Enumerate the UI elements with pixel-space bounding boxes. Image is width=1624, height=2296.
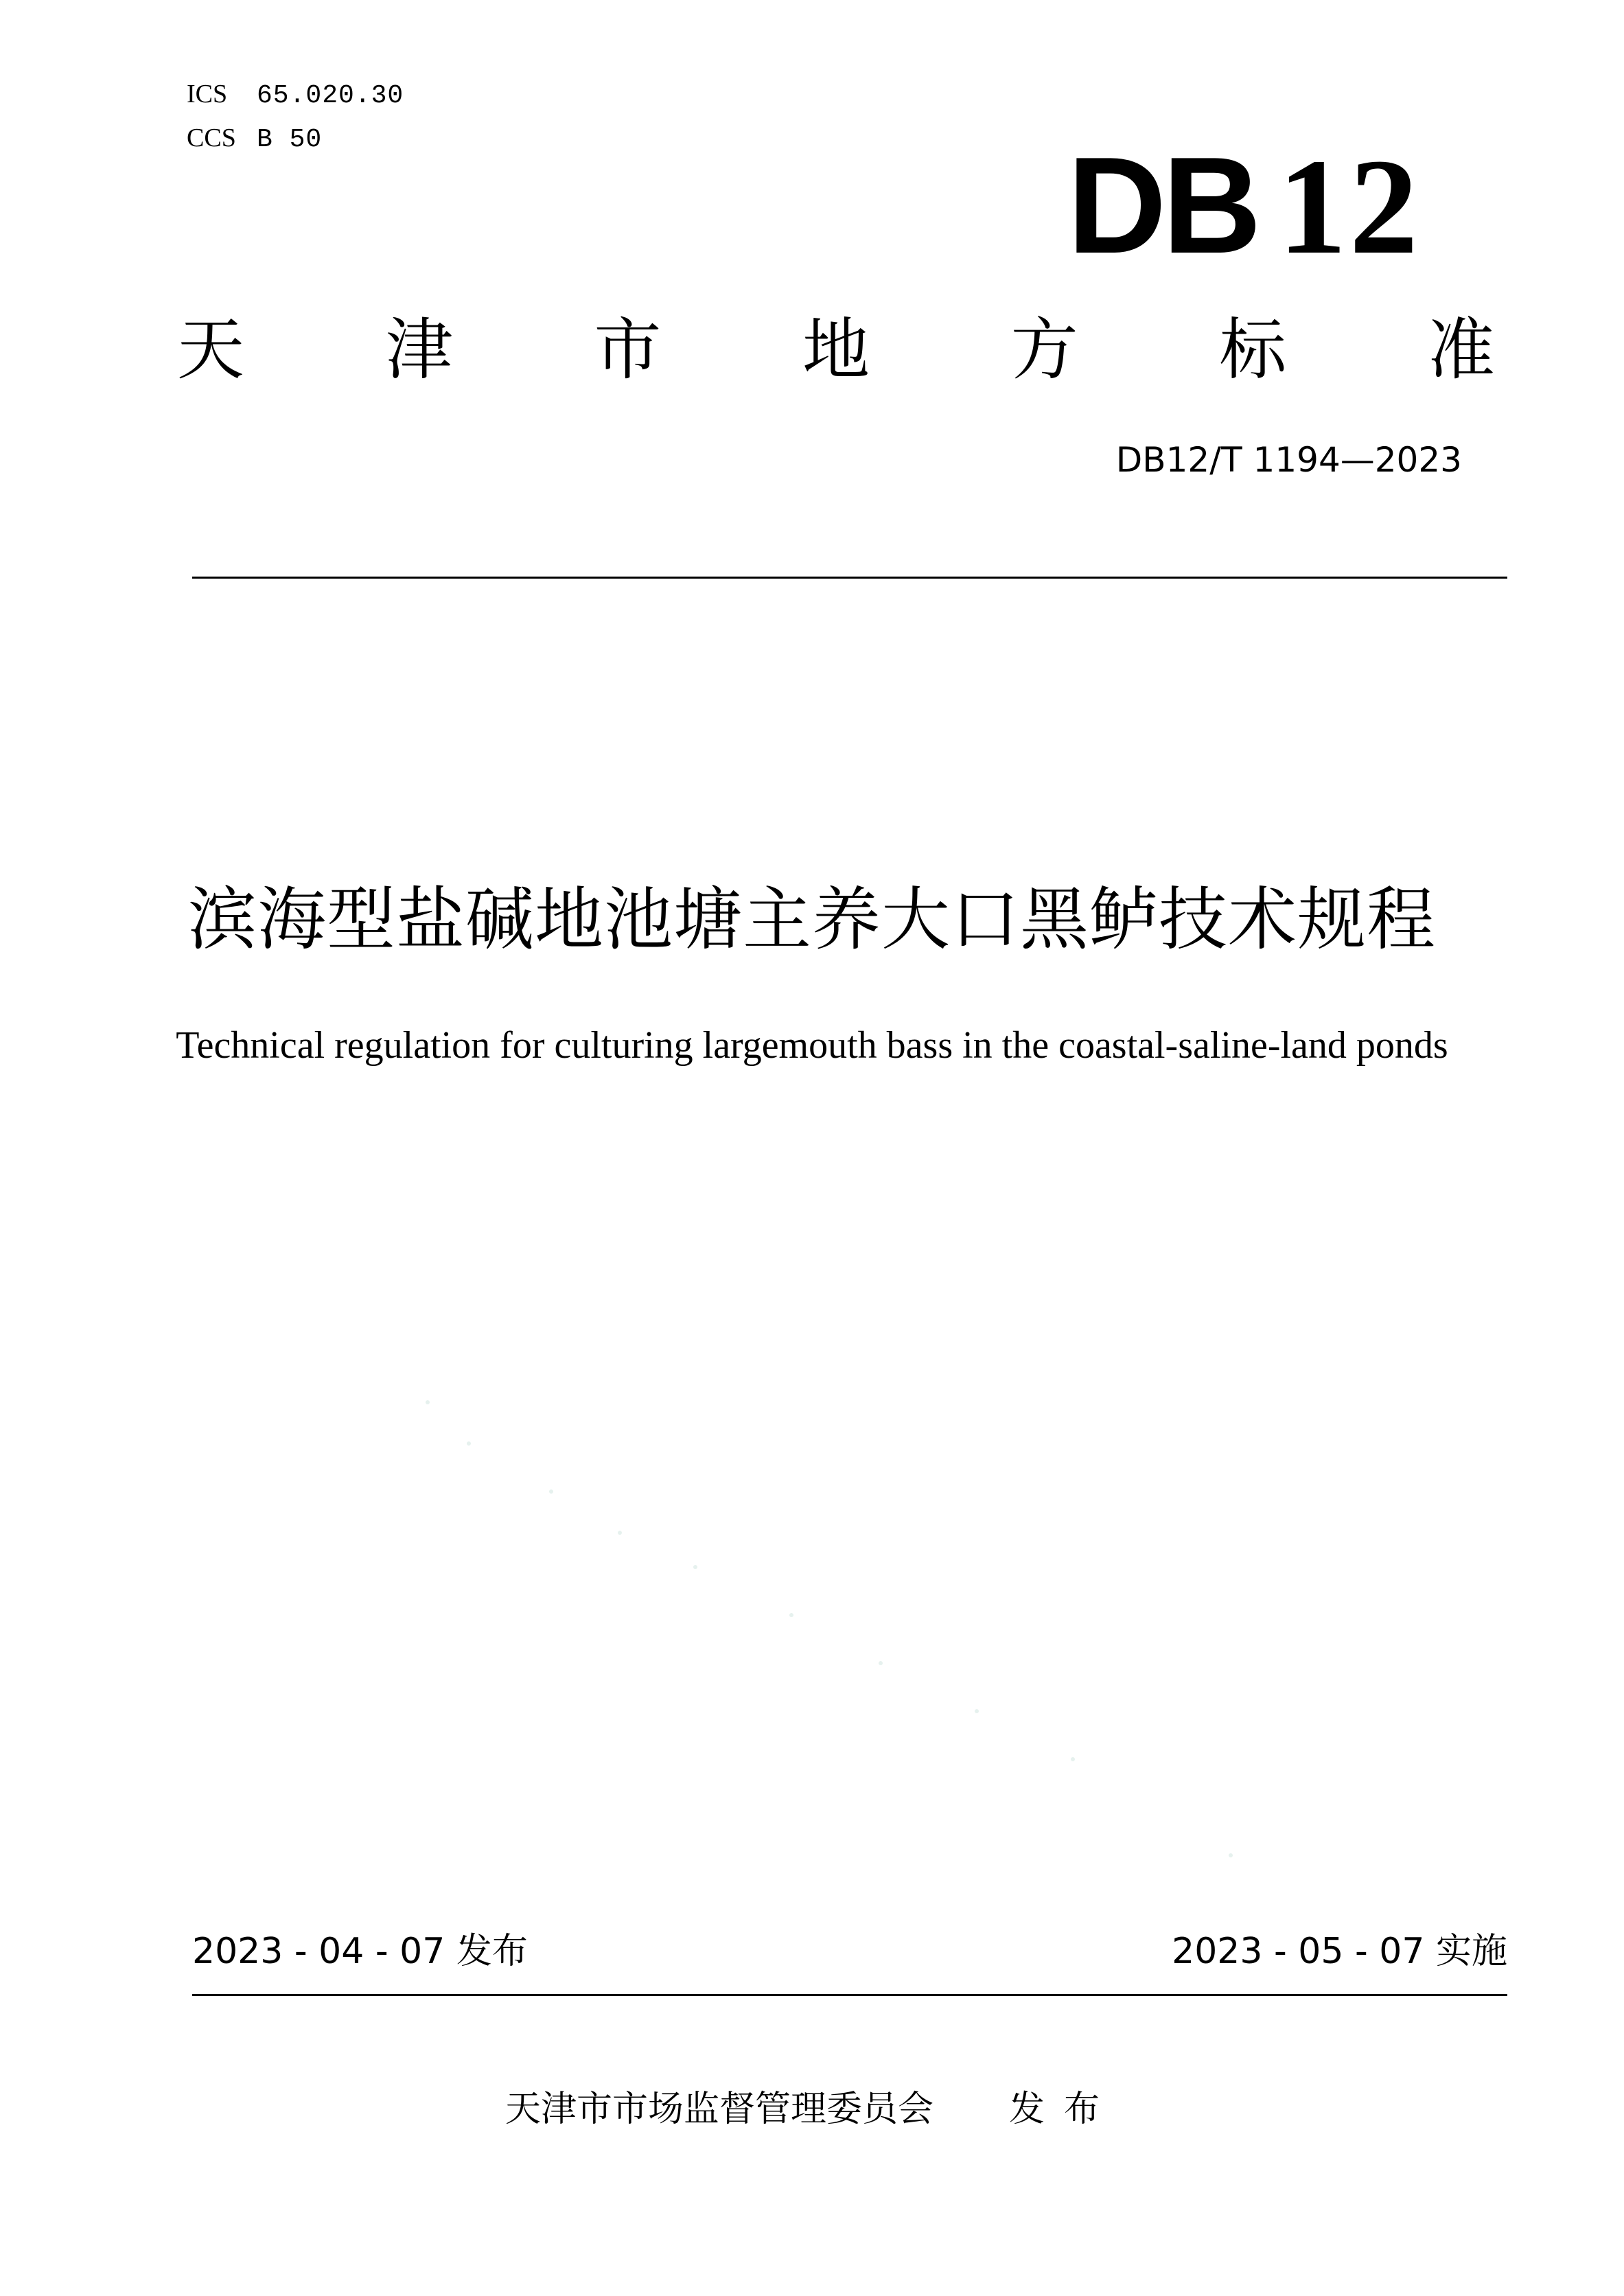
watermark-dot [789,1613,793,1617]
watermark-dot [467,1441,471,1446]
ics-code [187,77,404,113]
issuer-action: 发布 [1009,2089,1120,2130]
ics-label: ICS [187,80,228,108]
ccs-label: CCS [187,124,236,152]
standard-type-char: 市 [594,311,662,389]
standard-type-heading [177,312,1495,388]
watermark-dot [1229,1853,1233,1857]
db-mark [1067,129,1421,283]
watermark-dot [1071,1757,1075,1761]
issuer-name: 天津市市场监督管理委员会 [504,2089,933,2130]
standard-type-char: 津 [385,311,453,389]
db-mark-letters: DB [1067,129,1257,282]
watermark-dot [618,1531,622,1535]
watermark-dot [693,1565,697,1569]
watermark-dot [879,1661,883,1665]
standard-number: DB12/T 1194—2023 [1115,440,1462,480]
footer-divider [192,1994,1507,1996]
issuer-line [0,2087,1624,2132]
ics-value: 65.020.30 [257,81,404,111]
implement-date: 2023 - 05 - 07 实施 [1172,1931,1507,1972]
db-mark-number: 12 [1277,131,1421,283]
standard-type-char: 地 [802,311,870,389]
standard-type-char: 方 [1010,311,1078,389]
standard-type-char: 天 [177,311,245,389]
title-english: Technical regulation for culturing largemouth bass in the coastal-saline-land ponds [176,1024,1448,1067]
ccs-code [187,121,322,156]
watermark-dot [426,1400,430,1404]
title-chinese: 滨海型盐碱地池塘主养大口黑鲈技术规程 [188,879,1436,960]
standard-type-char: 准 [1427,311,1495,389]
watermark-dot [549,1489,553,1494]
header-divider [192,577,1507,579]
standard-type-char: 标 [1219,311,1287,389]
ccs-value: B 50 [257,125,323,154]
publish-date: 2023 - 04 - 07 发布 [192,1931,528,1972]
watermark-dot [975,1709,979,1713]
